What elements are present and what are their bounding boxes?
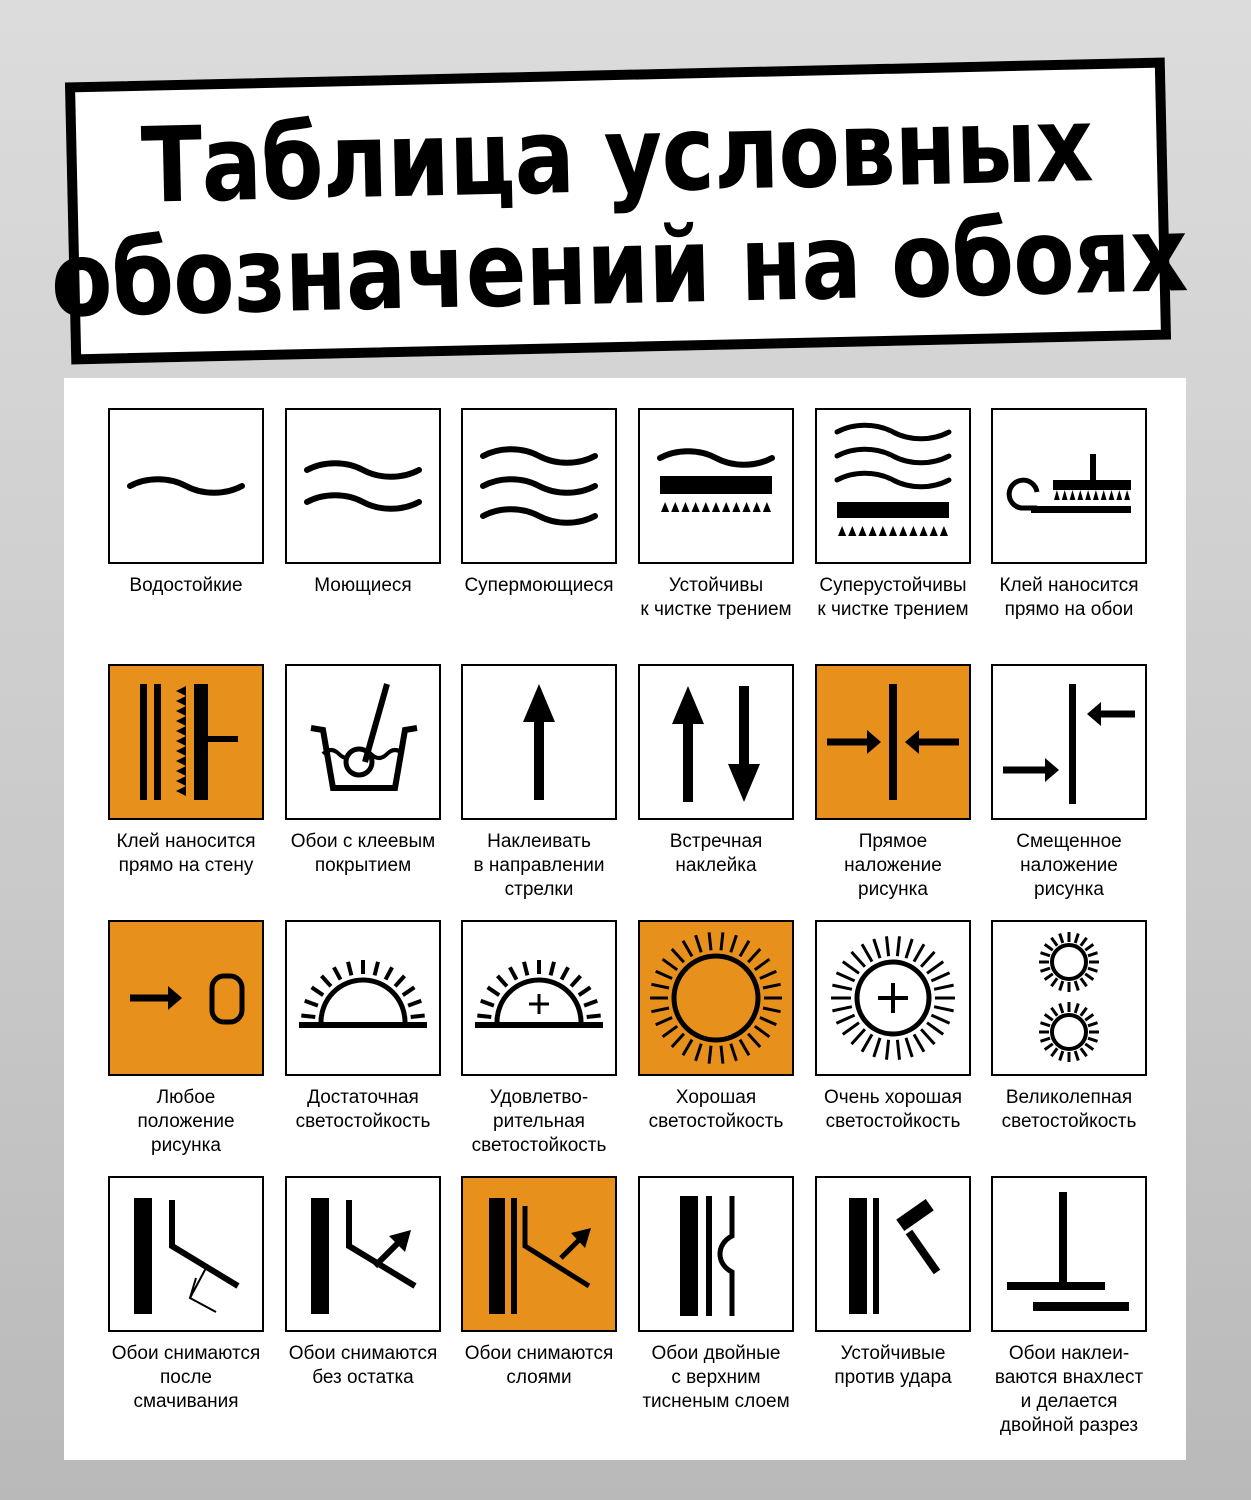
sun-icon	[638, 920, 794, 1076]
symbol-label: Суперустойчивы к чистке трением	[817, 575, 969, 620]
overlap-cut-icon	[991, 1176, 1147, 1332]
symbol-label: Обои наклеи- ваются внахлест и делается двойной разрез	[994, 1343, 1144, 1436]
symbol-label: Смещенное наложение рисунка	[1016, 831, 1122, 900]
symbols-panel	[64, 378, 1186, 1460]
symbol-label: Устойчивые против удара	[834, 1343, 952, 1388]
double-sun-icon	[991, 920, 1147, 1076]
symbol-label: Устойчивы к чистке трением	[640, 575, 792, 620]
symbol-label: Клей наносится прямо на обои	[999, 575, 1139, 620]
peel-layers-icon	[461, 1176, 617, 1332]
wave-1-icon	[108, 408, 264, 564]
symbol-label: Встречная наклейка	[669, 831, 763, 876]
symbol-label: Супермоющиеся	[464, 575, 614, 596]
reverse-hanging-icon	[638, 664, 794, 820]
brush-wave-icon	[638, 408, 794, 564]
symbol-label: Моющиеся	[314, 575, 412, 596]
symbol-label: Любое положение рисунка	[137, 1087, 235, 1156]
symbol-label: Достаточная светостойкость	[295, 1087, 431, 1132]
half-sun-plus-icon	[461, 920, 617, 1076]
symbol-label: Очень хорошая светостойкость	[823, 1087, 962, 1132]
wave-3-icon	[461, 408, 617, 564]
symbol-label: Обои с клеевым покрытием	[290, 831, 436, 876]
peel-wet-icon	[108, 1176, 264, 1332]
title-line-1: Таблица условных	[139, 83, 1094, 227]
symbol-label: Обои снимаются слоями	[464, 1343, 614, 1388]
symbol-label: Обои снимаются без остатка	[288, 1343, 438, 1388]
impact-resistant-icon	[815, 1176, 971, 1332]
paste-on-paper-icon	[991, 408, 1147, 564]
straight-match-icon	[815, 664, 971, 820]
symbol-label: Клей наносится прямо на стену	[116, 831, 256, 876]
free-match-icon	[108, 920, 264, 1076]
symbol-label: Водостойкие	[129, 575, 243, 596]
title-banner	[49, 58, 1189, 365]
sun-plus-icon	[815, 920, 971, 1076]
symbol-label: Удовлетво- рительная светостойкость	[471, 1087, 607, 1156]
symbol-label: Обои двойные с верхним тисненым слоем	[642, 1343, 790, 1412]
title-line-2: обозначений на обоях	[49, 193, 1189, 341]
prepasted-icon	[285, 664, 441, 820]
symbol-label: Прямое наложение рисунка	[844, 831, 942, 900]
symbol-label: Хорошая светостойкость	[648, 1087, 784, 1132]
paste-on-wall-icon	[108, 664, 264, 820]
symbol-label: Великолепная светостойкость	[1001, 1087, 1137, 1132]
peel-clean-icon	[285, 1176, 441, 1332]
symbol-label: Наклеивать в направлении стрелки	[473, 831, 605, 900]
brush-wave-3-icon	[815, 408, 971, 564]
symbol-label: Обои снимаются после смачивания	[111, 1343, 261, 1412]
half-sun-icon	[285, 920, 441, 1076]
arrow-up-icon	[461, 664, 617, 820]
wave-2-icon	[285, 408, 441, 564]
embossed-duplex-icon	[638, 1176, 794, 1332]
offset-match-icon	[991, 664, 1147, 820]
